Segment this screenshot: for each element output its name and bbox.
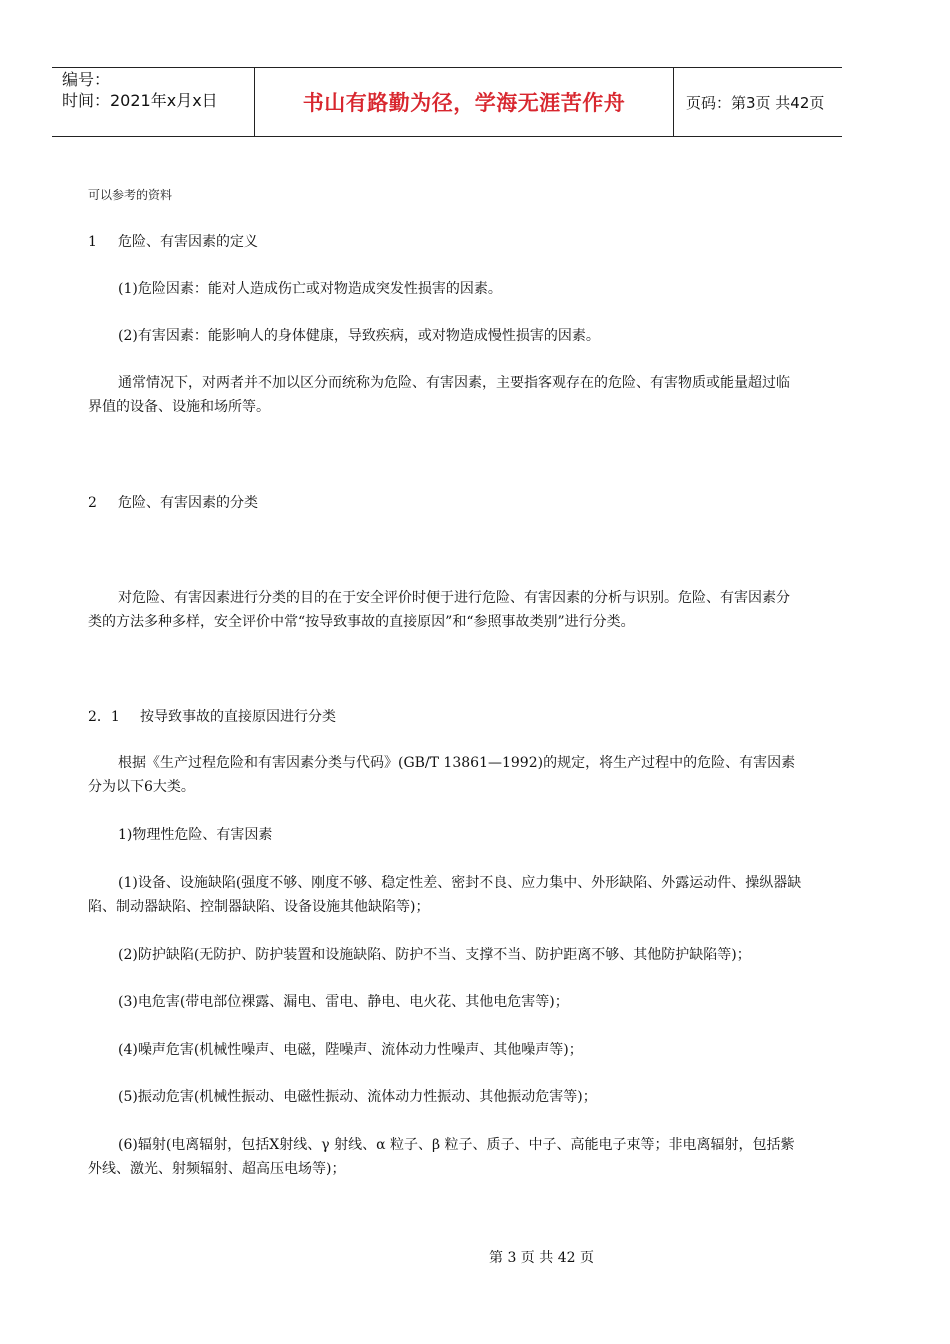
paragraph: 1)物理性危险、有害因素 [118,827,273,843]
document-header [52,67,842,137]
reference-note: 可以参考的资料 [88,188,173,202]
list-item: (4)噪声危害(机械性噪声、电磁，陛噪声、流体动力性噪声、其他噪声等)； [118,1042,583,1058]
section-title: 按导致事故的直接原因进行分类 [140,709,336,725]
paragraph: (1)危险因素：能对人造成伤亡或对物造成突发性损害的因素。 [118,281,502,297]
list-item: (3)电危害(带电部位裸露、漏电、雷电、静电、电火花、其他电危害等)； [118,994,569,1010]
time-label: 时间：2021年x月x日 [62,91,218,110]
paragraph: 通常情况下，对两者并不加以区分而统称为危险、有害因素，主要指客观存在的危险、有害物质或能量超过临界值的设备、设施和场所等。 [88,375,790,415]
paragraph: 对危险、有害因素进行分类的目的在于安全评价时便于进行危险、有害因素的分析与识别。危险、有害因素分类的方法多种多样，安全评价中常“按导致事故的直接原因”和“参照事故类别”进行分类。 [88,590,790,630]
header-meta [52,68,254,136]
list-item: (5)振动危害(机械性振动、电磁性振动、流体动力性振动、其他振动危害等)； [118,1089,597,1105]
section-2-1-heading [88,705,803,729]
paragraph: (2)有害因素：能影响人的身体健康，导致疾病，或对物造成慢性损害的因素。 [118,328,600,344]
list-item: (2)防护缺陷(无防护、防护装置和设施缺陷、防护不当、支撑不当、防护距离不够、其他防护缺陷等)； [118,947,751,963]
list-item: (1)设备、设施缺陷(强度不够、刚度不够、稳定性差、密封不良、应力集中、外形缺陷、外露运动件、操纵器缺陷、制动器缺陷、控制器缺陷、设备设施其他缺陷等)； [88,875,802,915]
section-title: 危险、有害因素的定义 [118,234,258,250]
header-page-info: 页码：第3页 共42页 [686,93,825,112]
section-title: 危险、有害因素的分类 [118,495,258,511]
number-label: 编号： [62,70,111,89]
section-number: 2 [88,495,97,511]
page-footer [0,1247,950,1267]
section-number: 1 [88,234,97,250]
section-1-heading [88,230,803,254]
section-2-heading [88,491,803,515]
paragraph: 根据《生产过程危险和有害因素分类与代码》(GB/T 13861—1992)的规定，将生产过程中的危险、有害因素分为以下6大类。 [88,755,796,795]
section-number: 2．1 [88,709,120,725]
list-item: (6)辐射(电离辐射，包括X射线、γ 射线、α 粒子、β 粒子、质子、中子、高能电子束等；非电离辐射，包括紫外线、激光、射频辐射、超高压电场等)； [88,1137,795,1177]
header-motto: 书山有路勤为径，学海无涯苦作舟 [254,68,674,136]
footer-page-number: 第 3 页 共 42 页 [489,1250,594,1266]
